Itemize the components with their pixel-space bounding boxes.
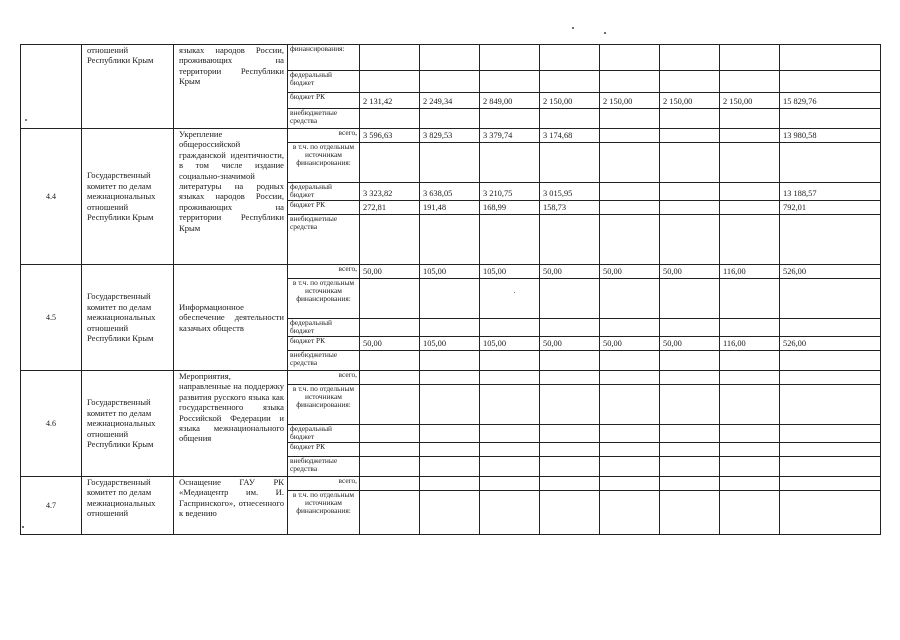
value-cell (420, 279, 480, 319)
value-cell (420, 109, 480, 129)
funding-source: бюджет РК (288, 443, 360, 457)
value-cell (360, 371, 420, 385)
value-cell (420, 319, 480, 337)
value-cell: 50,00 (360, 337, 420, 351)
total-cell (780, 45, 881, 71)
total-cell: 13 980,58 (780, 129, 881, 143)
value-cell (420, 457, 480, 477)
value-cell (420, 443, 480, 457)
value-cell (660, 371, 720, 385)
value-cell (360, 109, 420, 129)
item-number: 4.4 (21, 129, 82, 265)
responsible-org: Государственный комитет по делам межнациональных отношений (82, 477, 174, 535)
total-cell (780, 457, 881, 477)
value-cell (720, 425, 780, 443)
value-cell (420, 45, 480, 71)
value-cell (600, 129, 660, 143)
value-cell: 2 249,34 (420, 93, 480, 109)
funding-source: федеральный бюджет (288, 319, 360, 337)
value-cell (660, 71, 720, 93)
value-cell (360, 425, 420, 443)
value-cell (600, 371, 660, 385)
funding-source: федеральный бюджет (288, 425, 360, 443)
value-cell (480, 319, 540, 337)
value-cell (420, 425, 480, 443)
value-cell (720, 279, 780, 319)
total-cell (780, 319, 881, 337)
value-cell (600, 477, 660, 491)
value-cell: 191,48 (420, 201, 480, 215)
value-cell (420, 491, 480, 535)
value-cell: 3 379,74 (480, 129, 540, 143)
value-cell (360, 491, 420, 535)
value-cell (540, 491, 600, 535)
value-cell (720, 45, 780, 71)
value-cell (600, 183, 660, 201)
value-cell: 50,00 (660, 265, 720, 279)
funding-source: внебюджетные средства (288, 109, 360, 129)
value-cell (600, 215, 660, 265)
funding-source: всего, (288, 129, 360, 143)
value-cell (660, 143, 720, 183)
value-cell: 2 150,00 (660, 93, 720, 109)
responsible-org: Государственный комитет по делам межнациональных отношений Республики Крым (82, 371, 174, 477)
value-cell (660, 279, 720, 319)
value-cell: 2 150,00 (600, 93, 660, 109)
value-cell (480, 45, 540, 71)
value-cell (600, 45, 660, 71)
value-cell: 50,00 (540, 337, 600, 351)
value-cell (720, 129, 780, 143)
value-cell: 105,00 (420, 337, 480, 351)
total-cell (780, 215, 881, 265)
value-cell (720, 319, 780, 337)
scan-speck (604, 32, 606, 34)
value-cell: 3 210,75 (480, 183, 540, 201)
value-cell (360, 319, 420, 337)
value-cell (660, 351, 720, 371)
value-cell (420, 371, 480, 385)
value-cell (540, 109, 600, 129)
value-cell (420, 477, 480, 491)
responsible-org: Государственный комитет по делам межнациональных отношений Республики Крым (82, 129, 174, 265)
value-cell (480, 109, 540, 129)
value-cell: 2 150,00 (540, 93, 600, 109)
value-cell (420, 215, 480, 265)
total-cell: 792,01 (780, 201, 881, 215)
value-cell (660, 491, 720, 535)
value-cell (480, 71, 540, 93)
value-cell (420, 351, 480, 371)
scan-speck (572, 27, 574, 29)
value-cell (600, 201, 660, 215)
table-row (21, 45, 881, 71)
funding-source: в т.ч. по отдельным источникам финансирования: (288, 143, 360, 183)
value-cell: 3 015,95 (540, 183, 600, 201)
value-cell (600, 279, 660, 319)
value-cell (480, 351, 540, 371)
value-cell (720, 215, 780, 265)
value-cell (660, 129, 720, 143)
value-cell (360, 385, 420, 425)
value-cell (660, 319, 720, 337)
value-cell (660, 477, 720, 491)
table-row (21, 129, 881, 143)
value-cell (540, 457, 600, 477)
total-cell (780, 143, 881, 183)
activity-description: Мероприятия, направленные на поддержку развития русского языка как государственного языка Российской Федерации и языка межнационального общения (174, 371, 288, 477)
activity-description: Оснащение ГАУ РК «Медиацентр им. И. Гаспринского», отнесенного к ведению (174, 477, 288, 535)
value-cell: 50,00 (540, 265, 600, 279)
scan-speck (25, 119, 27, 121)
value-cell (720, 183, 780, 201)
value-cell (480, 385, 540, 425)
funding-source: федеральный бюджет (288, 183, 360, 201)
value-cell (600, 319, 660, 337)
total-cell: 13 188,57 (780, 183, 881, 201)
funding-source: финансирования: (288, 45, 360, 71)
value-cell (360, 71, 420, 93)
value-cell (540, 351, 600, 371)
funding-source: всего, (288, 265, 360, 279)
value-cell (360, 443, 420, 457)
scan-speck (22, 526, 24, 528)
value-cell (540, 143, 600, 183)
value-cell (600, 457, 660, 477)
value-cell: 50,00 (600, 265, 660, 279)
value-cell (660, 183, 720, 201)
value-cell (480, 443, 540, 457)
total-cell: 526,00 (780, 265, 881, 279)
total-cell (780, 425, 881, 443)
value-cell (720, 477, 780, 491)
value-cell (660, 109, 720, 129)
value-cell (360, 215, 420, 265)
value-cell (480, 371, 540, 385)
value-cell: 2 131,42 (360, 93, 420, 109)
value-cell (360, 457, 420, 477)
funding-source: в т.ч. по отдельным источникам финансирования: (288, 279, 360, 319)
value-cell (360, 45, 420, 71)
value-cell (540, 477, 600, 491)
value-cell: 158,73 (540, 201, 600, 215)
value-cell: 272,81 (360, 201, 420, 215)
total-cell (780, 477, 881, 491)
activity-description: языках народов России, проживающих на территории Республики Крым (174, 45, 288, 129)
value-cell (480, 457, 540, 477)
value-cell (720, 109, 780, 129)
funding-source: внебюджетные средства (288, 215, 360, 265)
total-cell (780, 491, 881, 535)
value-cell (600, 143, 660, 183)
total-cell (780, 71, 881, 93)
item-number: 4.7 (21, 477, 82, 535)
value-cell: 3 596,63 (360, 129, 420, 143)
value-cell (600, 385, 660, 425)
value-cell (360, 351, 420, 371)
item-number (21, 45, 82, 129)
activity-description: Информационное обеспечение деятельности казачьих обществ (174, 265, 288, 371)
funding-source: внебюджетные средства (288, 457, 360, 477)
value-cell (480, 279, 540, 319)
value-cell: 2 849,00 (480, 93, 540, 109)
total-cell (780, 109, 881, 129)
value-cell (720, 457, 780, 477)
value-cell (720, 201, 780, 215)
value-cell (660, 425, 720, 443)
funding-source: федеральный бюджет (288, 71, 360, 93)
value-cell (600, 71, 660, 93)
scan-speck (514, 292, 515, 293)
funding-source: внебюджетные средства (288, 351, 360, 371)
value-cell (660, 385, 720, 425)
value-cell (600, 443, 660, 457)
value-cell (420, 143, 480, 183)
funding-source: в т.ч. по отдельным источникам финансирования: (288, 491, 360, 535)
value-cell (360, 477, 420, 491)
funding-source: бюджет РК (288, 201, 360, 215)
value-cell (720, 371, 780, 385)
total-cell (780, 351, 881, 371)
value-cell (720, 71, 780, 93)
value-cell: 50,00 (600, 337, 660, 351)
item-number: 4.5 (21, 265, 82, 371)
value-cell: 3 323,82 (360, 183, 420, 201)
responsible-org: отношений Республики Крым (82, 45, 174, 129)
value-cell (420, 71, 480, 93)
funding-source: всего, (288, 371, 360, 385)
funding-source: в т.ч. по отдельным источникам финансирования: (288, 385, 360, 425)
value-cell (660, 45, 720, 71)
value-cell (540, 279, 600, 319)
value-cell (540, 319, 600, 337)
value-cell (720, 351, 780, 371)
value-cell (660, 201, 720, 215)
value-cell (720, 143, 780, 183)
value-cell (720, 385, 780, 425)
value-cell (660, 443, 720, 457)
value-cell: 105,00 (480, 337, 540, 351)
value-cell: 50,00 (360, 265, 420, 279)
value-cell: 3 638,05 (420, 183, 480, 201)
value-cell: 105,00 (480, 265, 540, 279)
total-cell (780, 279, 881, 319)
value-cell (600, 109, 660, 129)
value-cell (720, 491, 780, 535)
value-cell (540, 71, 600, 93)
value-cell (360, 279, 420, 319)
value-cell (600, 491, 660, 535)
total-cell (780, 443, 881, 457)
value-cell (480, 425, 540, 443)
value-cell (720, 443, 780, 457)
value-cell: 116,00 (720, 265, 780, 279)
value-cell (600, 351, 660, 371)
value-cell (540, 371, 600, 385)
responsible-org: Государственный комитет по делам межнациональных отношений Республики Крым (82, 265, 174, 371)
value-cell (420, 385, 480, 425)
budget-table (20, 44, 881, 535)
value-cell (540, 425, 600, 443)
table-row (21, 265, 881, 279)
table-row (21, 371, 881, 385)
value-cell (600, 425, 660, 443)
value-cell (480, 477, 540, 491)
funding-source: бюджет РК (288, 337, 360, 351)
total-cell: 526,00 (780, 337, 881, 351)
value-cell: 168,99 (480, 201, 540, 215)
value-cell: 116,00 (720, 337, 780, 351)
value-cell (660, 215, 720, 265)
value-cell: 105,00 (420, 265, 480, 279)
value-cell (540, 443, 600, 457)
funding-source: бюджет РК (288, 93, 360, 109)
item-number: 4.6 (21, 371, 82, 477)
total-cell (780, 371, 881, 385)
table-row (21, 477, 881, 491)
value-cell (540, 385, 600, 425)
value-cell (480, 215, 540, 265)
value-cell (480, 491, 540, 535)
value-cell: 50,00 (660, 337, 720, 351)
value-cell (540, 45, 600, 71)
value-cell (480, 143, 540, 183)
activity-description: Укрепление общероссийской гражданской идентичности, в том числе издание социально-значимой литературы на родных языках народов России, проживающих на территории Республики Крым (174, 129, 288, 265)
value-cell (660, 457, 720, 477)
value-cell: 2 150,00 (720, 93, 780, 109)
total-cell (780, 385, 881, 425)
value-cell: 3 174,68 (540, 129, 600, 143)
funding-source: всего, (288, 477, 360, 491)
value-cell (540, 215, 600, 265)
total-cell: 15 829,76 (780, 93, 881, 109)
value-cell (360, 143, 420, 183)
value-cell: 3 829,53 (420, 129, 480, 143)
